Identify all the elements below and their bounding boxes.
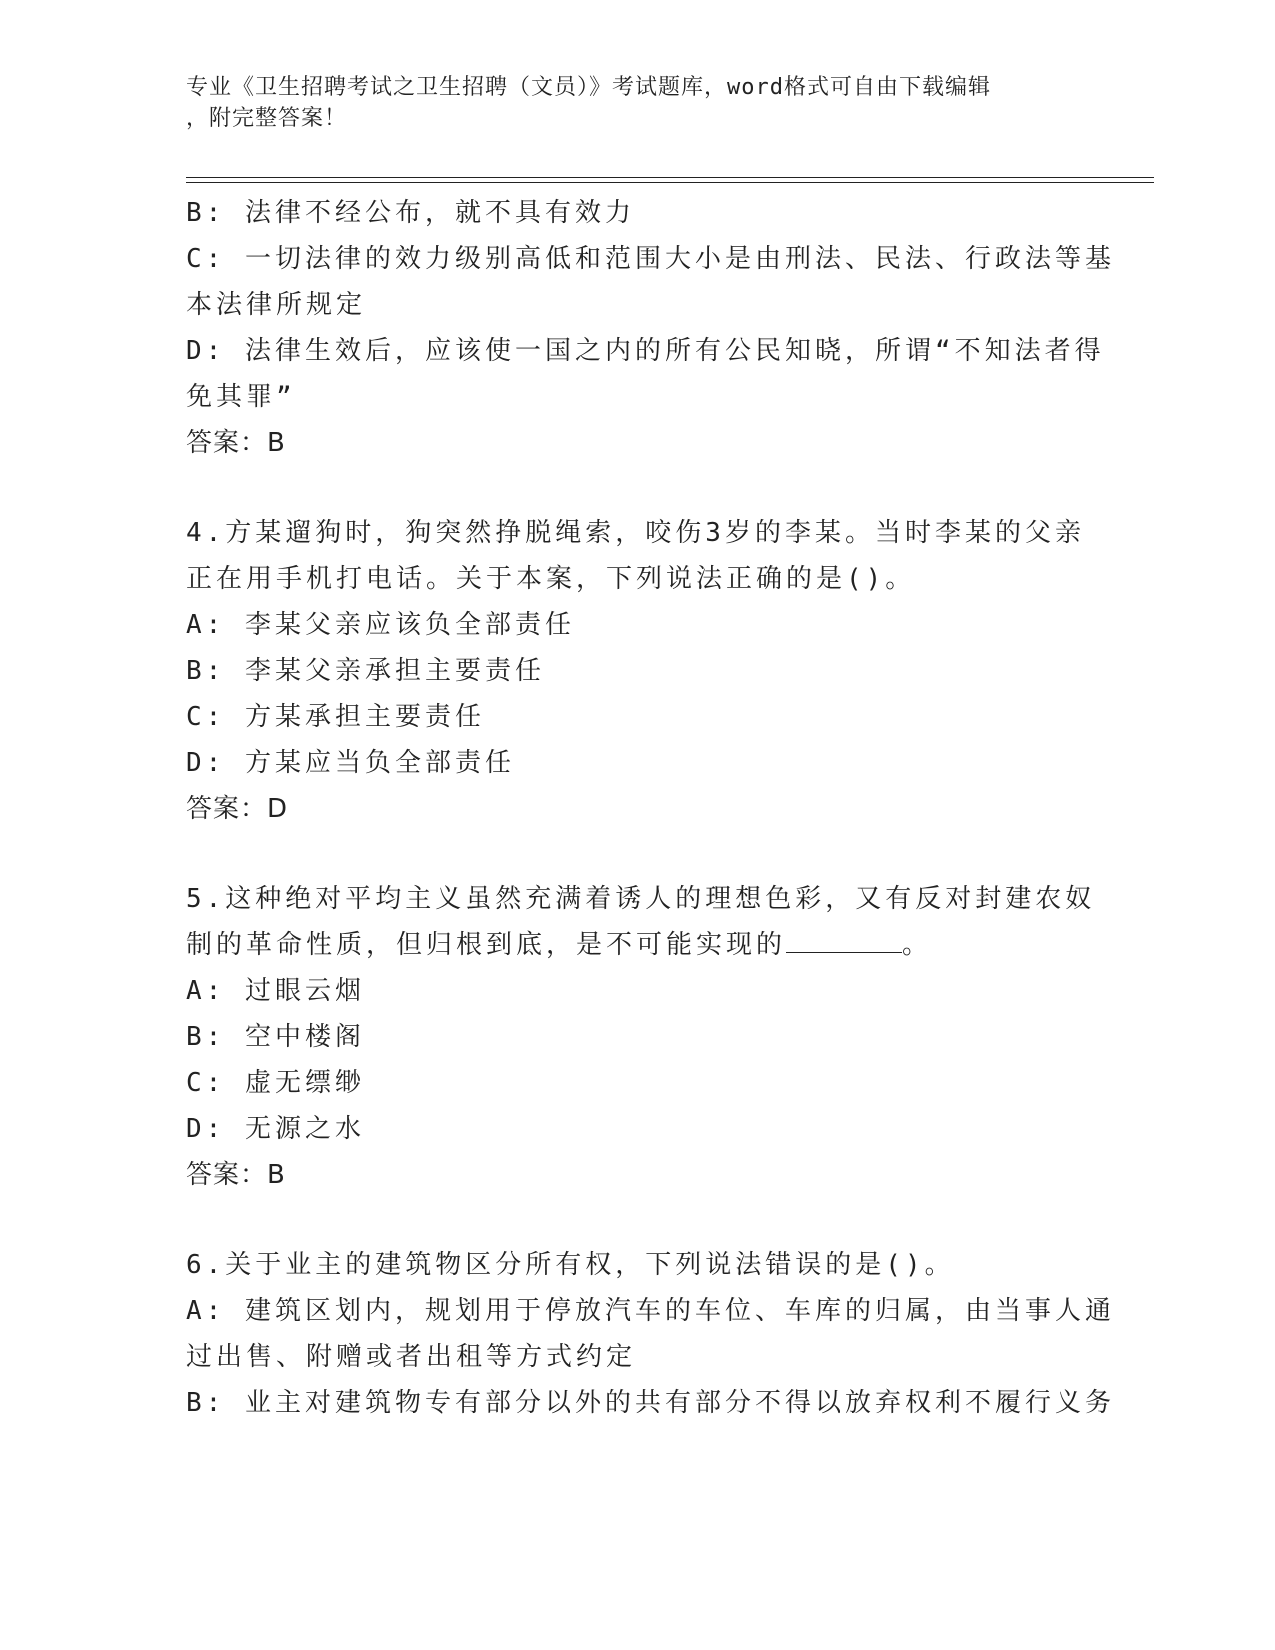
q3-option-d-line-2: 免其罪” — [186, 382, 296, 412]
q5-answer: 答案：B — [186, 1160, 286, 1190]
q6-stem: 6.关于业主的建筑物区分所有权，下列说法错误的是()。 — [186, 1250, 955, 1280]
q4-answer: 答案：D — [186, 794, 289, 824]
header-line-1: 专业《卫生招聘考试之卫生招聘（文员）》考试题库，word格式可自由下载编辑 — [186, 75, 991, 100]
q5-option-a: A: 过眼云烟 — [186, 976, 365, 1006]
q5-stem-line-2-text: 制的革命性质，但归根到底，是不可能实现的 — [186, 930, 787, 960]
q3-option-c-line-2: 本法律所规定 — [186, 290, 367, 320]
q3-option-c-line-1: C: 一切法律的效力级别高低和范围大小是由刑法、民法、行政法等基 — [186, 244, 1115, 274]
q4-option-a: A: 李某父亲应该负全部责任 — [186, 610, 575, 640]
question-5-block — [186, 876, 1096, 1198]
q5-option-c: C: 虚无缥缈 — [186, 1068, 365, 1098]
q4-option-b: B: 李某父亲承担主要责任 — [186, 656, 545, 686]
question-4-block — [186, 510, 1086, 832]
q6-option-a-line-2: 过出售、附赠或者出租等方式约定 — [186, 1342, 637, 1372]
q3-option-d-line-1: D: 法律生效后，应该使一国之内的所有公民知晓，所谓“不知法者得 — [186, 336, 1105, 366]
header-rule-top — [186, 177, 1154, 178]
q3-option-b: B: 法律不经公布，就不具有效力 — [186, 198, 635, 228]
q4-stem-line-1: 4.方某遛狗时，狗突然挣脱绳索，咬伤3岁的李某。当时李某的父亲 — [186, 518, 1085, 548]
q4-option-c: C: 方某承担主要责任 — [186, 702, 485, 732]
document-body — [186, 190, 1115, 1426]
document-header — [186, 72, 1086, 134]
header-line-2: ，附完整答案！ — [186, 106, 348, 131]
spacer — [186, 466, 1086, 510]
q6-option-a-line-1: A: 建筑区划内，规划用于停放汽车的车位、车库的归属，由当事人通 — [186, 1296, 1115, 1326]
q5-stem-line-2 — [186, 922, 1086, 968]
q6-option-b: B: 业主对建筑物专有部分以外的共有部分不得以放弃权利不履行义务 — [186, 1388, 1115, 1418]
q4-stem-line-2: 正在用手机打电话。关于本案，下列说法正确的是()。 — [186, 564, 916, 594]
q5-stem-line-1: 5.这种绝对平均主义虽然充满着诱人的理想色彩，又有反对封建农奴 — [186, 884, 1096, 914]
spacer — [186, 1198, 1086, 1242]
q5-stem-line-2-end: 。 — [902, 930, 933, 960]
question-3-block — [186, 190, 1115, 466]
q5-option-b: B: 空中楼阁 — [186, 1022, 365, 1052]
question-6-block — [186, 1242, 1115, 1426]
q5-option-d: D: 无源之水 — [186, 1114, 365, 1144]
header-rule-bottom — [186, 182, 1154, 183]
q4-option-d: D: 方某应当负全部责任 — [186, 748, 515, 778]
fill-in-blank — [786, 922, 902, 953]
q3-answer: 答案：B — [186, 428, 286, 458]
spacer — [186, 832, 1086, 876]
